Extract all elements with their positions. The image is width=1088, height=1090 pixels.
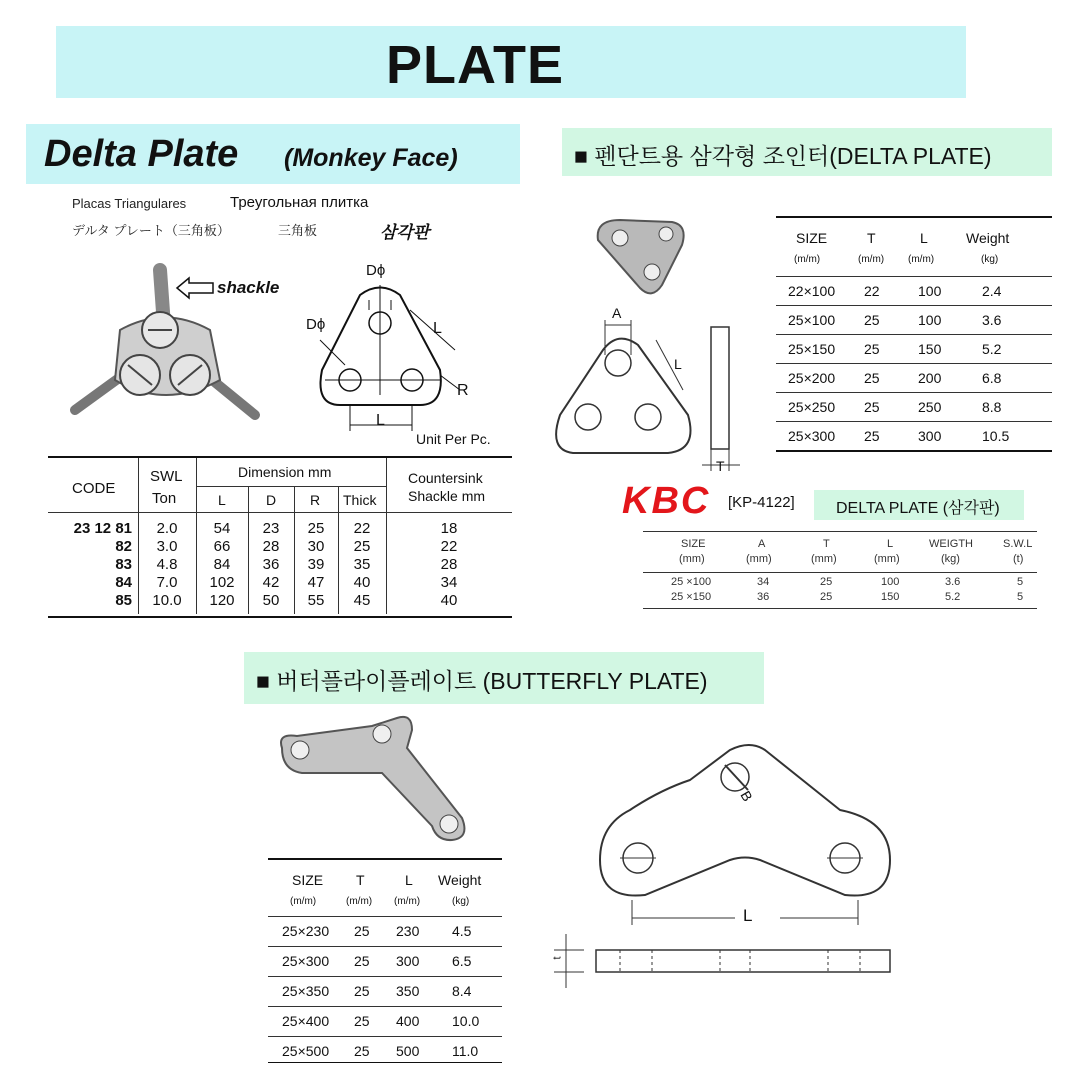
unit-l: (mm) [874, 553, 900, 565]
header-a: A [758, 538, 766, 550]
table-header-row [268, 870, 502, 916]
table-cell: 150 [918, 341, 942, 357]
table-cell: 34 [440, 574, 458, 591]
table-cell: 350 [396, 983, 420, 999]
unit-size: (mm) [679, 553, 705, 565]
unit-t-swl: (t) [1013, 553, 1024, 565]
table-cell: 3.0 [156, 538, 178, 555]
table-cell: 84 [213, 556, 231, 573]
delta-plate-heading-bar [26, 124, 520, 184]
pendant-side-view [700, 325, 745, 475]
butterfly-dim-t: t [551, 956, 564, 960]
table-cell: 25×200 [788, 370, 836, 386]
alt-name-korean: 삼각판 [380, 223, 430, 242]
header-size: SIZE [292, 872, 324, 888]
table-cell: 85 [115, 592, 132, 609]
unit-l: (m/m) [394, 896, 421, 907]
header-l: L [920, 230, 928, 246]
table-cell: 82 [115, 538, 132, 555]
table-cell: 23 [262, 520, 280, 537]
table-cell: 100 [918, 312, 942, 328]
table-cell: 25 [820, 576, 833, 588]
table-cell: 30 [307, 538, 325, 555]
row-divider [643, 572, 1037, 573]
table-cell: 2.4 [982, 283, 1002, 299]
table-cell: 7.0 [156, 574, 178, 591]
table-cell: 102 [209, 574, 235, 591]
unit-t: (m/m) [346, 896, 373, 907]
table-cell: 25 [354, 953, 370, 969]
table-cell: 150 [881, 591, 900, 603]
table-cell: 35 [353, 556, 371, 573]
butterfly-rows [268, 916, 502, 1066]
table-row [643, 576, 1037, 590]
table-header-row [776, 228, 1052, 278]
table-cell: 300 [396, 953, 420, 969]
table-cell: 25×400 [282, 1013, 330, 1029]
dim-label-d-left: Dϕ [306, 316, 326, 333]
table-cell: 25×300 [282, 953, 330, 969]
table-cell: 84 [115, 574, 132, 591]
table-cell: 25 [864, 370, 880, 386]
table-cell: 40 [440, 592, 458, 609]
table-cell: 10.5 [982, 428, 1010, 444]
table-cell: 23 12 81 [73, 520, 132, 537]
table-cell: 5 [1017, 576, 1024, 588]
table-cell: 83 [115, 556, 132, 573]
table-cell: 25×100 [788, 312, 836, 328]
header-weight: Weight [438, 872, 482, 888]
table-cell: 25×500 [282, 1043, 330, 1059]
table-cell: 500 [396, 1043, 420, 1059]
table-cell: 25×250 [788, 399, 836, 415]
row-divider [48, 512, 512, 513]
kbc-label: DELTA PLATE (삼각판) [836, 500, 1000, 517]
header-swl: S.W.L [1003, 538, 1033, 550]
header-size: SIZE [681, 538, 706, 550]
kbc-model: [KP-4122] [728, 494, 795, 511]
table-cell: 10.0 [452, 1013, 480, 1029]
table-cell: 10.0 [152, 592, 182, 609]
table-row [268, 916, 502, 946]
code-column [48, 520, 132, 610]
title-banner [56, 26, 966, 98]
butterfly-dim-l: L [743, 906, 753, 925]
unit-t: (m/m) [858, 254, 885, 265]
delta-code-table [48, 456, 512, 618]
delta-plate-photo [60, 250, 270, 430]
thick-column [338, 520, 386, 610]
table-cell: 4.5 [452, 923, 472, 939]
table-cell: 300 [918, 428, 942, 444]
table-cell: 400 [396, 1013, 420, 1029]
header-countersink: Countersink [408, 470, 483, 486]
alt-name-japanese: デルタ プレート（三角板） [72, 223, 230, 238]
unit-kg: (kg) [941, 553, 960, 565]
table-cell: 28 [262, 538, 280, 555]
alt-name-chinese: 三角板 [278, 223, 318, 238]
pendant-heading: ■ 펜단트용 삼각형 조인터(DELTA PLATE) [574, 143, 992, 169]
arrow-left-icon [175, 276, 215, 300]
table-cell: 4.8 [156, 556, 178, 573]
header-shackle: Shackle mm [408, 488, 486, 504]
table-cell: 25 [864, 399, 880, 415]
table-cell: 3.6 [945, 576, 961, 588]
table-cell: 6.5 [452, 953, 472, 969]
alt-name-russian: Треугольная плитка [230, 194, 369, 211]
table-cell: 25 [353, 538, 371, 555]
table-cell: 5.2 [982, 341, 1002, 357]
header-t: T [356, 872, 365, 888]
table-cell: 25×230 [282, 923, 330, 939]
table-cell: 22 [864, 283, 880, 299]
table-cell: 25 [307, 520, 325, 537]
header-t: T [823, 538, 830, 550]
pendant-plate-photo [590, 210, 690, 300]
table-cell: 50 [262, 592, 280, 609]
table-cell: 6.8 [982, 370, 1002, 386]
row-divider [196, 486, 386, 487]
shackle-label: shackle [217, 278, 280, 297]
butterfly-heading: ■ 버터플라이플레이트 (BUTTERFLY PLATE) [256, 668, 708, 694]
table-cell: 200 [918, 370, 942, 386]
butterfly-dim-b: B [737, 787, 756, 805]
table-row [776, 392, 1052, 421]
pendant-heading-bar [562, 128, 1052, 176]
unit-a: (mm) [746, 553, 772, 565]
butterfly-spec-table [268, 858, 502, 1063]
unit-l: (m/m) [908, 254, 935, 265]
unit-note: Unit Per Pc. [416, 431, 491, 447]
table-cell: 230 [396, 923, 420, 939]
header-weight: Weight [966, 230, 1010, 246]
header-l: L [405, 872, 413, 888]
kbc-spec-table [643, 531, 1037, 609]
table-cell: 18 [440, 520, 458, 537]
unit-size: (m/m) [290, 896, 317, 907]
shackle-column [386, 520, 512, 610]
table-cell: 3.6 [982, 312, 1002, 328]
table-cell: 25 [820, 591, 833, 603]
table-cell: 22 [353, 520, 371, 537]
table-row [776, 305, 1052, 334]
table-row [643, 591, 1037, 605]
table-cell: 34 [757, 576, 770, 588]
header-swl-unit: Ton [152, 490, 177, 507]
page-title: PLATE [386, 35, 564, 95]
unit-weight: (kg) [981, 254, 999, 265]
dim-label-d-top: Dϕ [366, 262, 386, 279]
swl-column [138, 520, 196, 610]
butterfly-thickness-marker [551, 930, 584, 992]
header-thick: Thick [343, 492, 377, 508]
table-row [776, 363, 1052, 392]
kbc-label-bar [814, 490, 1024, 520]
table-cell: 25×300 [788, 428, 836, 444]
table-cell: 2.0 [156, 520, 178, 537]
table-cell: 25 [864, 312, 880, 328]
unit-size: (m/m) [794, 254, 821, 265]
table-row [776, 421, 1052, 450]
pendant-rows [776, 276, 1052, 450]
table-cell: 25×150 [788, 341, 836, 357]
pendant-dim-a: A [612, 305, 622, 321]
table-row [268, 946, 502, 976]
table-cell: 11.0 [452, 1043, 479, 1059]
table-row [268, 976, 502, 1006]
header-l: L [887, 538, 894, 550]
table-cell: 8.4 [452, 983, 472, 999]
butterfly-plate-photo [272, 708, 482, 848]
table-cell: 45 [353, 592, 371, 609]
table-cell: 47 [307, 574, 325, 591]
l-column [196, 520, 248, 610]
pendant-dim-t: T [716, 458, 725, 474]
butterfly-heading-bar [244, 652, 764, 704]
table-cell: 25 [354, 983, 370, 999]
header-dimension: Dimension mm [238, 464, 332, 480]
table-cell: 36 [262, 556, 280, 573]
delta-plate-drawing [300, 255, 500, 435]
table-row [268, 1036, 502, 1066]
pendant-spec-table [776, 216, 1052, 452]
butterfly-plate-drawing [590, 740, 900, 1000]
dim-label-l-bottom: L [376, 412, 385, 429]
header-t: T [867, 230, 876, 246]
table-cell: 42 [262, 574, 280, 591]
table-cell: 25 ×150 [671, 591, 712, 603]
unit-t: (mm) [811, 553, 837, 565]
delta-plate-subheading: (Monkey Face) [284, 144, 458, 172]
dim-label-r: R [457, 382, 469, 399]
table-cell: 36 [757, 591, 770, 603]
table-cell: 39 [307, 556, 325, 573]
unit-weight: (kg) [452, 896, 470, 907]
table-cell: 25×350 [282, 983, 330, 999]
d-column [248, 520, 294, 610]
table-cell: 120 [209, 592, 235, 609]
table-cell: 22 [440, 538, 458, 555]
header-code: CODE [72, 480, 116, 497]
table-cell: 25 [354, 1043, 370, 1059]
table-cell: 55 [307, 592, 325, 609]
header-swl: SWL [150, 468, 183, 485]
header-weigth: WEIGTH [929, 538, 973, 550]
table-cell: 25 ×100 [671, 576, 712, 588]
dim-label-l-side: L [433, 320, 442, 337]
header-r: R [310, 492, 321, 508]
pendant-dim-l: L [674, 356, 682, 372]
table-cell: 25 [864, 341, 880, 357]
table-cell: 54 [213, 520, 231, 537]
table-cell: 66 [213, 538, 231, 555]
table-row [776, 334, 1052, 363]
table-cell: 25 [864, 428, 880, 444]
r-column [294, 520, 338, 610]
table-cell: 250 [918, 399, 942, 415]
table-cell: 25 [354, 1013, 370, 1029]
header-l: L [218, 492, 226, 508]
table-cell: 5.2 [945, 591, 961, 603]
table-cell: 8.8 [982, 399, 1002, 415]
alt-name-spanish: Placas Triangulares [72, 196, 187, 211]
table-cell: 22×100 [788, 283, 836, 299]
table-cell: 100 [881, 576, 900, 588]
table-row [776, 276, 1052, 305]
table-cell: 28 [440, 556, 458, 573]
header-d: D [266, 492, 277, 508]
table-cell: 40 [353, 574, 371, 591]
kbc-logo: KBC [622, 480, 711, 522]
table-cell: 5 [1017, 591, 1024, 603]
table-cell: 100 [918, 283, 942, 299]
table-row [268, 1006, 502, 1036]
delta-plate-heading: Delta Plate [44, 133, 239, 175]
header-size: SIZE [796, 230, 828, 246]
table-cell: 25 [354, 923, 370, 939]
